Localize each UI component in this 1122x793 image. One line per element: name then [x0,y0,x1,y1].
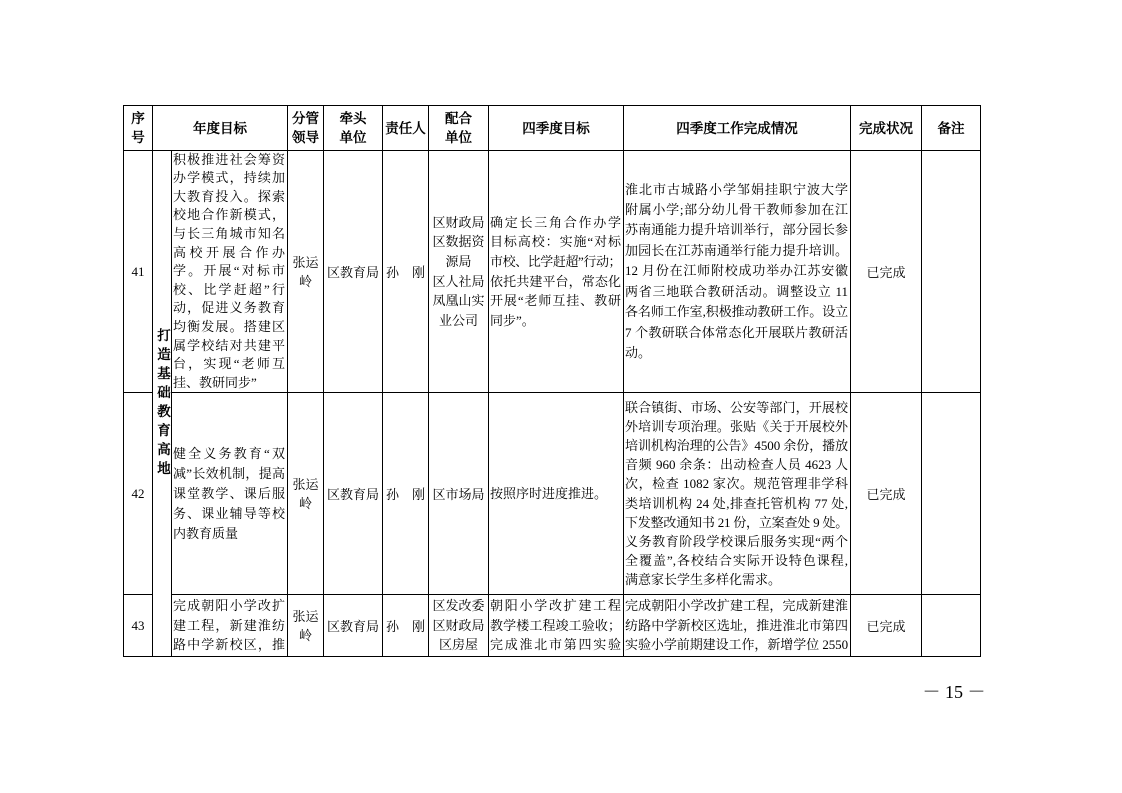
row-coop-unit [429,393,488,594]
grid-line [623,105,624,657]
q4-done-line: 次，检查 1082 家次。规范管理非学科 [625,476,848,492]
status-text: 已完成 [866,487,906,502]
goal-line: 校、比学赶超”行 [173,281,285,297]
lead-unit-text: 区教育局 [326,487,379,502]
row-seq [124,151,152,392]
header-leader [288,106,323,150]
header-status [851,106,921,150]
header-coop-unit [429,106,488,150]
coop-unit-line: 区财政局 [432,214,485,230]
header-q4-goal-label: 四季度目标 [522,120,590,136]
header-seq-line: 号 [131,130,145,145]
q4-done-line: 各名师工作室,积极推动教研工作。设立 [625,304,848,320]
goal-line: 高校开展合作办 [173,244,285,260]
person-text: 孙 刚 [385,487,425,502]
q4-done-line: 义务教育阶段学校课后服务实现“两个 [625,533,848,549]
status-text: 已完成 [866,619,906,634]
q4-goal-line: 朝阳小学改扩建工程 [490,598,621,614]
goal-line: 务、课业辅导等校 [173,505,285,521]
header-person [383,106,428,150]
row-status [851,151,921,392]
goal-line: 健全义务教育“双 [173,445,285,461]
row-coop-unit [429,595,488,656]
leader-line: 张运 [292,476,319,492]
grid-line [123,656,981,657]
q4-done-line: 附属小学;部分幼儿骨干教师参加在江 [625,202,848,218]
header-seq-line: 序 [131,111,145,126]
coop-unit-line: 区发改委 [432,598,485,614]
goal-line: 大教育投入。探索 [173,188,285,204]
q4-done-line: 满意家长学生多样化需求。 [625,571,782,587]
row-seq-number: 43 [131,617,145,633]
goal-line: 均衡发展。搭建区 [173,318,285,334]
header-annual-goal [153,106,287,150]
q4-done-line: 纺路中学新校区选址，推进淮北市第四 [625,617,848,633]
leader-line: 张运 [292,608,319,624]
coop-unit-line: 凤凰山实 [432,293,485,309]
leader-line: 岭 [298,495,312,511]
lead-unit-text: 区教育局 [326,265,379,280]
coop-unit-line: 业公司 [438,312,478,328]
row-lead-unit [324,595,382,656]
grid-line [980,105,981,657]
leader-line: 岭 [298,273,312,289]
page-number: － 15 － [922,682,986,702]
person-text: 孙 刚 [385,265,425,280]
header-lead-unit-line: 牵头 [339,111,367,126]
goal-line: 台，实现“老师互 [173,356,285,372]
q4-goal-line: 市校、比学赶超”行动； [490,253,621,269]
goal-line: 减”长效机制，提高 [173,465,285,481]
coop-unit-line: 区数据资 [432,234,485,250]
header-notes [922,106,980,150]
q4-done-line: 12 月份在江师附校成功举办江苏安徽 [625,263,848,279]
row-q4-done [625,393,848,594]
row-q4-goal [490,151,621,392]
q4-done-line: 完成朝阳小学改扩建工程，完成新建淮 [625,598,848,614]
row-status [851,595,921,656]
row-seq-number: 41 [131,263,145,279]
q4-done-line: 淮北市古城路小学邹娟挂职宁波大学 [625,181,848,197]
category-cell [153,151,171,656]
row-seq [124,595,152,656]
row-person [383,151,428,392]
header-annual-goal-label: 年度目标 [193,120,247,136]
goal-line: 课堂教学、课后服 [173,485,285,501]
coop-unit-line: 源局 [445,253,472,269]
q4-done-line: 苏南通能力提升培训举行，部分园长参 [625,222,848,238]
q4-goal-line: 开展“老师互挂、教研 [490,293,621,309]
q4-goal-line: 教学楼工程竣工验收； [490,617,621,633]
lead-unit-text: 区教育局 [326,619,379,634]
row-lead-unit [324,393,382,594]
row-q4-goal [490,393,621,594]
row-q4-done [625,151,848,392]
coop-unit-line: 区人社局 [432,273,485,289]
row-goal [173,151,285,392]
goal-line: 与长三角城市知名 [173,226,285,242]
row-person [383,393,428,594]
header-status-label: 完成状况 [859,120,913,136]
header-q4-done-label: 四季度工作完成情况 [676,120,798,136]
q4-done-line: 7 个教研联合体常态化开展联片教研活 [625,324,848,340]
q4-goal-line: 同步”。 [490,312,535,328]
row-leader [288,393,323,594]
header-coop-unit-line: 配合 [445,111,472,126]
coop-unit-line: 区房屋 [438,637,478,653]
coop-unit-line: 区财政局 [432,617,485,633]
grid-line [171,150,172,657]
header-lead-unit-line: 单位 [339,130,367,145]
header-notes-label: 备注 [937,120,965,136]
q4-goal-line: 确定长三角合作办学 [490,214,621,230]
row-seq-number: 42 [131,485,145,501]
q4-done-line: 培训机构治理的公告》4500 余份，播放 [625,438,848,454]
q4-goal-line: 依托共建平台，常态化 [490,273,621,289]
goal-line: 校地合作新模式， [173,207,285,223]
goal-line: 属学校结对共建平 [173,337,285,353]
q4-done-line: 加园长在江苏南通举行能力提升培训。 [625,242,848,258]
row-lead-unit [324,151,382,392]
row-leader [288,595,323,656]
goal-line: 办学模式，持续加 [173,170,285,186]
row-q4-goal [490,595,621,656]
q4-done-line: 外培训专项治理。张贴《关于开展校外 [625,419,848,435]
q4-goal-line: 完成淮北市第四实验 [490,637,621,653]
q4-goal-line: 目标高校：实施“对标 [490,234,621,250]
header-person-label: 责任人 [385,120,426,136]
header-q4-goal [489,106,623,150]
row-coop-unit [429,151,488,392]
goal-line: 建工程，新建淮纺 [173,617,285,633]
goal-line: 积极推进社会筹资 [173,151,285,167]
row-notes [922,151,980,392]
category-label: 打造基础教育高地 [155,327,170,480]
row-leader [288,151,323,392]
header-seq [124,106,152,150]
q4-done-line: 类培训机构 24 处,排查托管机构 77 处, [625,495,848,511]
header-leader-line: 领导 [292,130,319,145]
coop-unit-line: 区市场局 [432,487,485,502]
goal-line: 挂、教研同步” [173,374,257,390]
goal-line: 路中学新校区，推 [173,637,285,653]
q4-done-line: 动。 [625,344,652,360]
row-person [383,595,428,656]
goal-line: 动，促进义务教育 [173,300,285,316]
q4-done-line: 实验小学前期建设工作，新增学位 2550 [625,637,848,653]
header-q4-done [624,106,850,150]
header-leader-line: 分管 [292,111,319,126]
row-seq [124,393,152,594]
leader-line: 岭 [298,627,312,643]
q4-done-line: 全覆盖”,各校结合实际开设特色课程, [625,552,848,568]
person-text: 孙 刚 [385,619,425,634]
goal-line: 内教育质量 [173,525,239,541]
q4-done-line: 联合镇街、市场、公安等部门，开展校 [625,400,848,416]
q4-done-line: 下发整改通知书 21 份，立案查处 9 处。 [625,514,848,530]
goal-line: 完成朝阳小学改扩 [173,598,285,614]
row-notes [922,393,980,594]
grid-line [488,105,489,657]
row-goal [173,393,285,594]
row-status [851,393,921,594]
header-coop-unit-line: 单位 [445,130,472,145]
row-goal [173,595,285,656]
goal-line: 学。开展“对标市 [173,263,285,279]
q4-goal-line: 按照序时进度推进。 [490,485,608,501]
status-text: 已完成 [866,265,906,280]
row-notes [922,595,980,656]
q4-done-line: 音频 960 余条：出动检查人员 4623 人 [625,457,848,473]
row-q4-done [625,595,848,656]
q4-done-line: 两省三地联合教研活动。调整设立 11 [625,283,848,299]
header-lead-unit [324,106,382,150]
leader-line: 张运 [292,254,319,270]
